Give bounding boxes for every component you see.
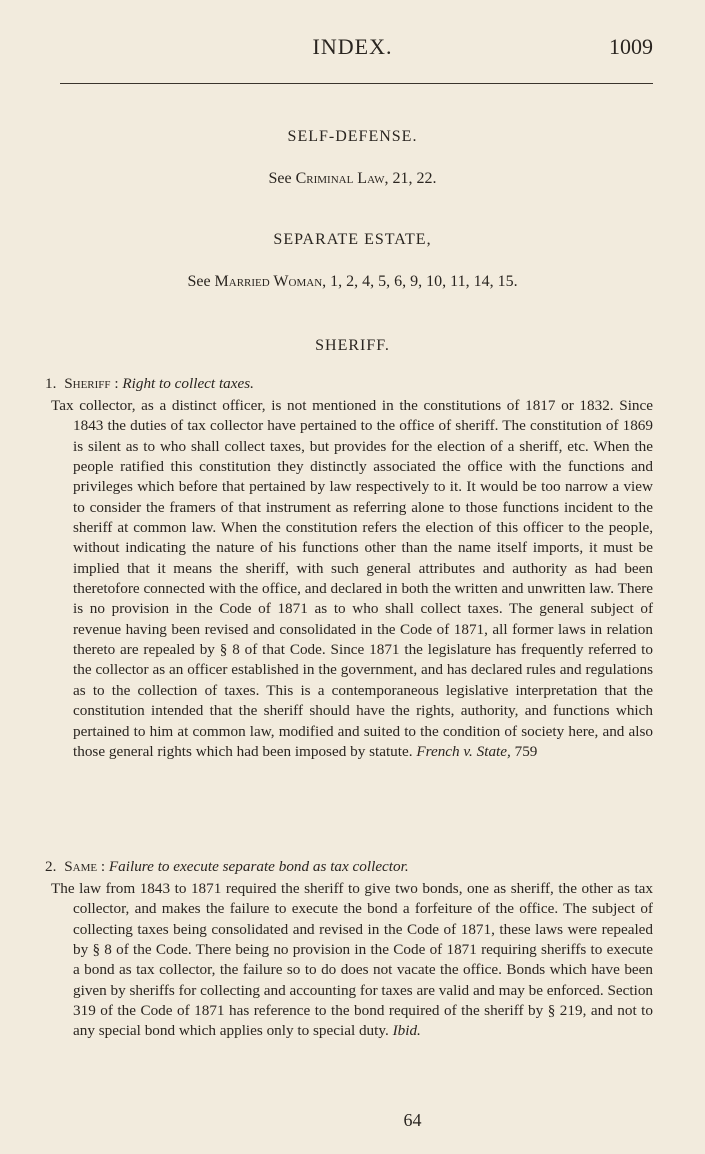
index-entry-2 (45, 857, 653, 1042)
section-title-self-defense: SELF-DEFENSE. (287, 128, 418, 145)
entry-heading (45, 857, 653, 877)
section-title-separate-estate: SEPARATE ESTATE, (273, 231, 432, 248)
see-reference: Married Woman (214, 273, 323, 290)
see-numbers: , 1, 2, 4, 5, 6, 9, 10, 11, 14, 15. (322, 273, 518, 290)
cross-reference-separate-estate (0, 273, 705, 291)
header-rule (60, 83, 653, 84)
entry-text: The law from 1843 to 1871 required the sheriff to give two bonds, one as sheriff, the other as tax collector, and makes the failure to execute the bond a forfeiture of the office. The subject of collecting taxes being consolidated and revised in the Code of 1871, these laws were repealed by § 8 of the Code. There being no provision in the Code of 1871 requiring sheriffs to execute a bond as tax collector, the failure so to do does not vacate the office. Bonds which have been given by sheriffs for collecting and accounting for taxes are valid and may be enforced. Section 319 of the Code of 1871 has reference to the bond required of the sheriff by § 219, and not to any special bond which applies only to special duty. (51, 880, 654, 1040)
entry-heading (45, 374, 653, 394)
entry-text: Tax collector, as a distinct officer, is not mentioned in the constitutions of 1817 or 1832. Since 1843 the duties of tax collector have pertained to the office of sheriff. The constitution of 1869 is silent as to who shall collect taxes, but provides for the election of a sheriff, etc. When the people ratified this constitution they distinctly associated the office with the functions and privileges which before that pertained by law respectively to it. It would be too narrow a view to consider the framers of that instrument as referring alone to those functions incident to the sheriff at common law. When the constitution refers the election of this officer to the people, without indicating the nature of his functions other than the name itself imports, it must be implied that it means the sheriff, with such general attributes and authority as had been theretofore connected with the office, and declared in both the written and unwritten law. There is no provision in the Code of 1871 as to who shall collect taxes. The general subject of revenue having been revised and consolidated in the Code of 1871, all former laws in relation thereto are repealed by § 8 of that Code. Since 1871 the legislature has frequently referred to the collector as an officer established in the government, and has declared rules and regulations as to the collection of taxes. This is a contemporaneous legislative interpretation that the constitution intended that the sheriff should have the rights, authority, and functions which pertained to him at common law, modified and suited to the condition of society here, and also those general rights which had been imposed by statute. (51, 397, 653, 760)
page-number: 1009 (609, 34, 653, 59)
see-numbers: , 21, 22. (384, 170, 437, 187)
entry-subtitle: Right to collect taxes. (122, 375, 254, 392)
entry-body (45, 396, 653, 762)
case-citation: French v. State, (416, 742, 511, 760)
entry-body (45, 879, 653, 1042)
entry-subtitle: Failure to execute separate bond as tax collector. (108, 858, 409, 875)
index-entry-1 (45, 374, 653, 762)
cross-reference-self-defense (0, 170, 705, 188)
entry-number: 1. (45, 375, 57, 392)
entry-topic: Same : (64, 858, 106, 875)
entry-number: 2. (45, 858, 57, 875)
running-head: INDEX. (312, 34, 393, 59)
see-label: See (268, 170, 292, 187)
citation-page: 759 (514, 742, 538, 760)
entry-topic: Sheriff : (64, 375, 119, 392)
signature-number: 64 (403, 1110, 422, 1130)
case-citation: Ibid. (392, 1022, 421, 1040)
see-label: See (187, 273, 211, 290)
section-title-sheriff: SHERIFF. (315, 337, 390, 354)
see-reference: Criminal Law (295, 170, 385, 187)
